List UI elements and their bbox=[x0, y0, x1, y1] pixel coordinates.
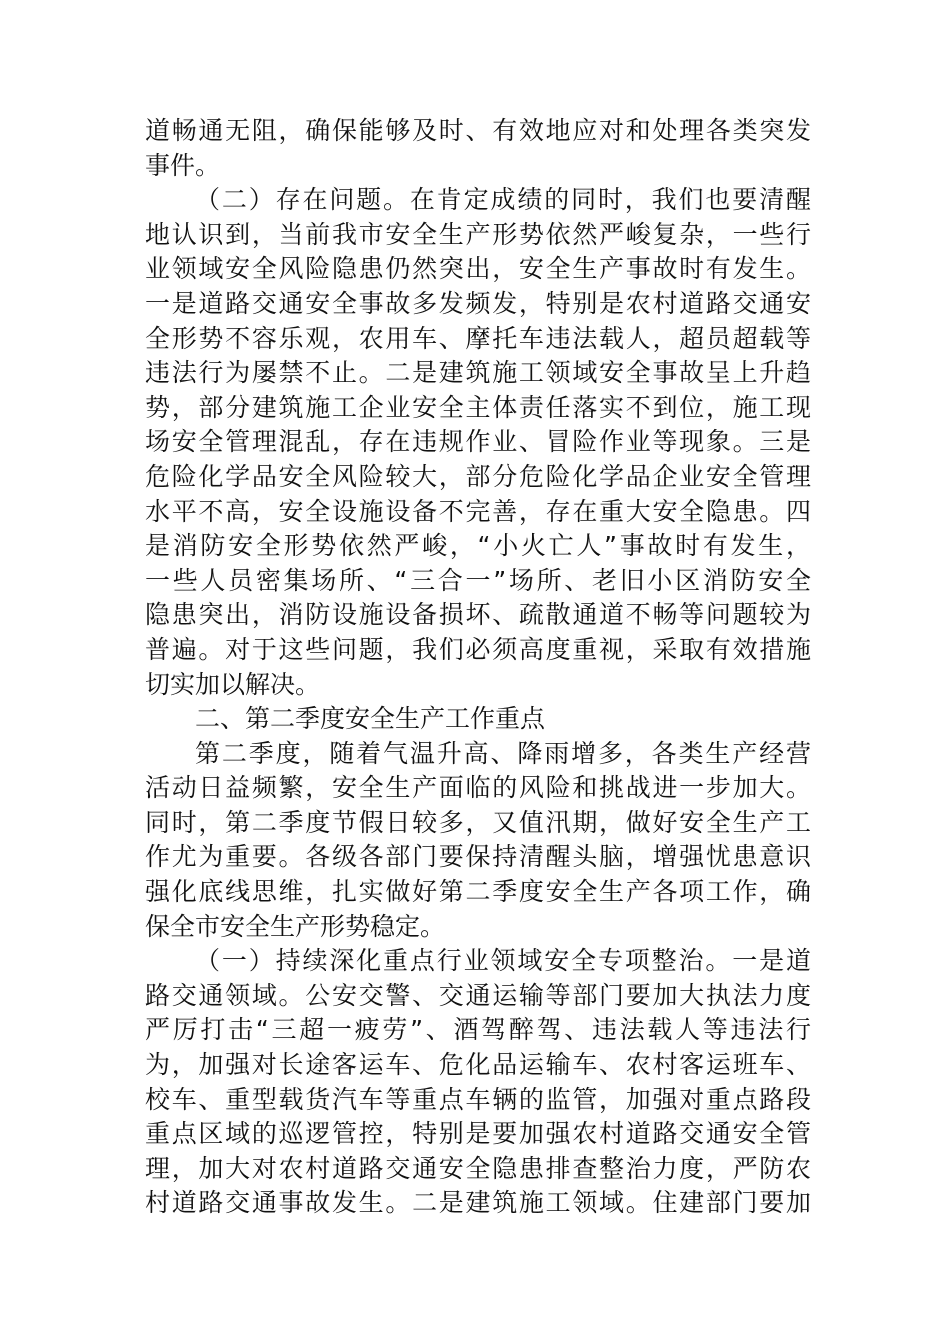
text-line: （一）持续深化重点行业领域安全专项整治。一是道 bbox=[195, 946, 811, 976]
text-line: 普遍。对于这些问题，我们必须高度重视，采取有效措施 bbox=[145, 634, 811, 664]
text-line: 同时，第二季度节假日较多，又值汛期，做好安全生产工 bbox=[145, 807, 811, 837]
text-line: 重点区域的巡逻管控，特别是要加强农村道路交通安全管 bbox=[145, 1119, 811, 1149]
text-line: 第二季度，随着气温升高、降雨增多，各类生产经营 bbox=[195, 738, 811, 768]
text-line: 为，加强对长途客运车、危化品运输车、农村客运班车、 bbox=[145, 1050, 811, 1080]
text-line: 活动日益频繁，安全生产面临的风险和挑战进一步加大。 bbox=[145, 773, 811, 803]
text-line: 隐患突出，消防设施设备损坏、疏散通道不畅等问题较为 bbox=[145, 600, 811, 630]
text-line: 理，加大对农村道路交通安全隐患排查整治力度，严防农 bbox=[145, 1153, 811, 1183]
document-body bbox=[145, 114, 811, 1221]
text-line: 路交通领域。公安交警、交通运输等部门要加大执法力度 bbox=[145, 980, 811, 1010]
text-line: 全形势不容乐观，农用车、摩托车违法载人，超员超载等 bbox=[145, 323, 811, 353]
text-line: 场安全管理混乱，存在违规作业、冒险作业等现象。三是 bbox=[145, 427, 811, 457]
text-line: 势，部分建筑施工企业安全主体责任落实不到位，施工现 bbox=[145, 392, 811, 422]
section-heading: 二、第二季度安全生产工作重点 bbox=[195, 704, 546, 734]
text-line: 违法行为屡禁不止。二是建筑施工领域安全事故呈上升趋 bbox=[145, 358, 811, 388]
text-line: 校车、重型载货汽车等重点车辆的监管，加强对重点路段 bbox=[145, 1084, 811, 1114]
text-line: （二）存在问题。在肯定成绩的同时，我们也要清醒 bbox=[195, 185, 811, 215]
text-line: 地认识到，当前我市安全生产形势依然严峻复杂，一些行 bbox=[145, 219, 811, 249]
text-line: 村道路交通事故发生。二是建筑施工领域。住建部门要加 bbox=[145, 1188, 811, 1218]
text-line: 一些人员密集场所、“三合一”场所、老旧小区消防安全 bbox=[145, 565, 811, 595]
text-line: 切实加以解决。 bbox=[145, 669, 321, 699]
text-line: 严厉打击“三超一疲劳”、酒驾醉驾、违法载人等违法行 bbox=[145, 1015, 811, 1045]
text-line: 是消防安全形势依然严峻，“小火亡人”事故时有发生， bbox=[145, 531, 811, 561]
text-line: 业领域安全风险隐患仍然突出，安全生产事故时有发生。 bbox=[145, 254, 811, 284]
text-line: 道畅通无阻，确保能够及时、有效地应对和处理各类突发 bbox=[145, 116, 811, 145]
text-line: 强化底线思维，扎实做好第二季度安全生产各项工作，确 bbox=[145, 877, 811, 907]
text-line: 事件。 bbox=[145, 150, 221, 180]
text-line: 水平不高，安全设施设备不完善，存在重大安全隐患。四 bbox=[145, 496, 811, 526]
text-line: 保全市安全生产形势稳定。 bbox=[145, 911, 446, 941]
text-line: 危险化学品安全风险较大，部分危险化学品企业安全管理 bbox=[145, 461, 811, 491]
text-line: 作尤为重要。各级各部门要保持清醒头脑，增强忧患意识 bbox=[145, 842, 811, 872]
text-line: 一是道路交通安全事故多发频发，特别是农村道路交通安 bbox=[145, 288, 811, 318]
